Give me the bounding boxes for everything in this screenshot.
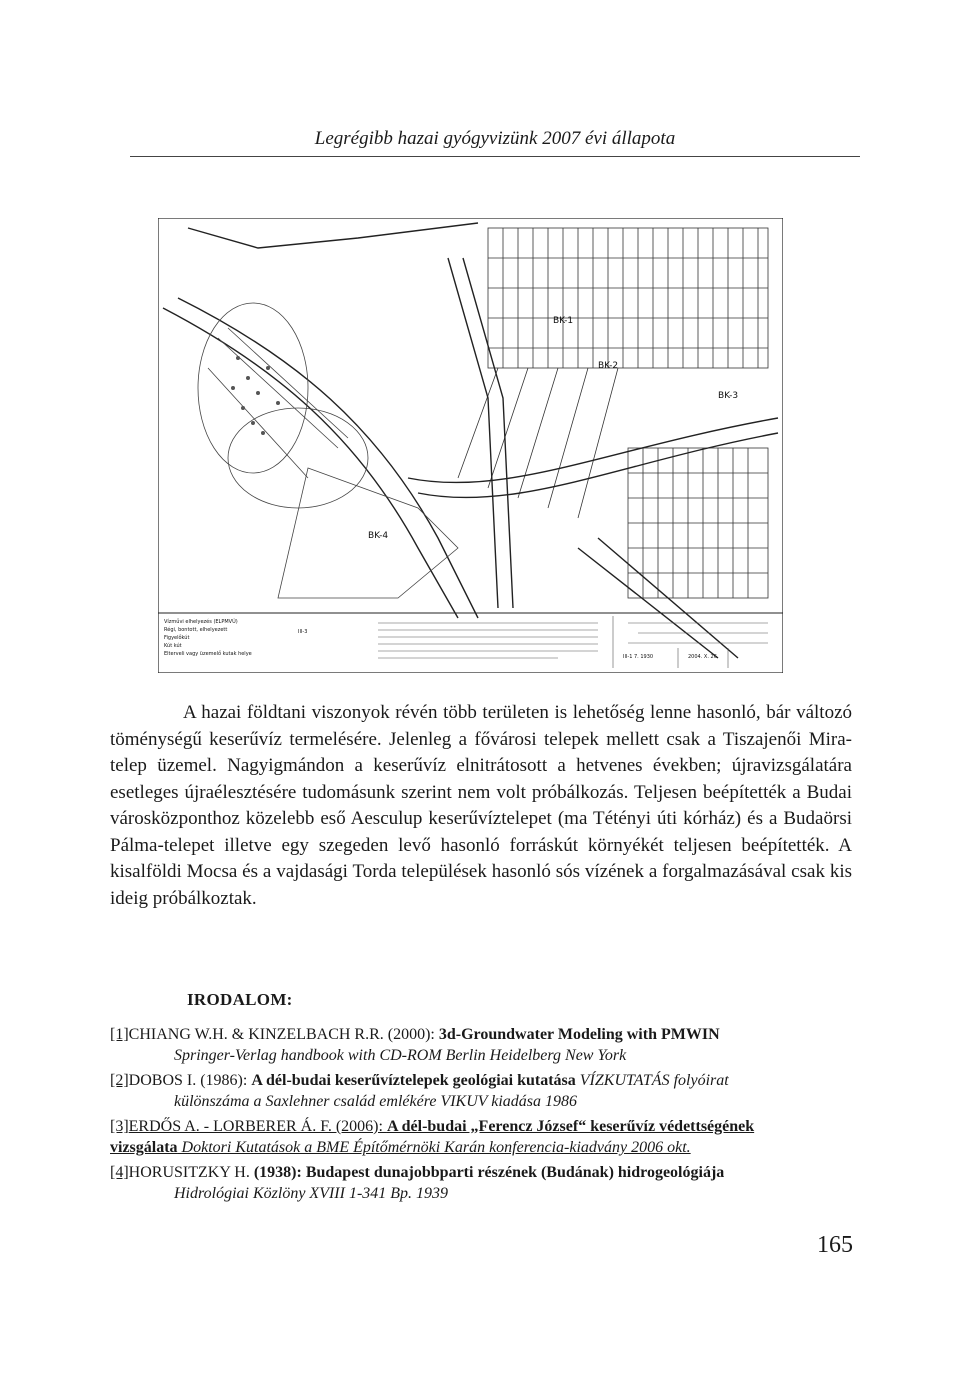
legend-date-code: III-1 7. 1930 (623, 654, 654, 660)
reference-source-inline: Doktori Kutatások a BME Építőmérnöki Karán konferencia-kiadvány 2006 okt. (177, 1139, 691, 1156)
page-number: 165 (817, 1232, 853, 1258)
reference-authors: CHIANG W.H. & KINZELBACH R.R. (2000): (128, 1026, 439, 1043)
reference-source: Hidrológiai Közlöny XVIII 1-341 Bp. 1939 (174, 1185, 449, 1202)
well-label-bk1: BK-1 (553, 316, 574, 326)
reference-number: [3] (110, 1118, 129, 1135)
well-label-bk4: BK-4 (368, 531, 389, 541)
reference-authors: HORUSITZKY H. (128, 1164, 254, 1181)
reference-title: A dél-budai keserűvíztelepek geológiai kutatása (251, 1072, 576, 1089)
running-header: Legrégibb hazai gyógyvizünk 2007 évi állapota (314, 128, 676, 149)
reference-item (110, 1162, 855, 1204)
reference-authors: ERDŐS A. - LORBERER Á. F. (2006): (128, 1118, 387, 1135)
reference-title-cont: vizsgálata (110, 1139, 178, 1156)
legend-left-3: Figyelőkút (164, 635, 190, 641)
reference-source: különszáma a Saxlehner család emlékére VIKUV kiadása 1986 (174, 1093, 578, 1110)
reference-number: [1] (110, 1026, 129, 1043)
reference-number: [4] (110, 1164, 129, 1181)
well-label-bk3: BK-3 (718, 391, 739, 401)
site-map-figure (158, 218, 783, 673)
reference-authors: DOBOS I. (1986): (128, 1072, 252, 1089)
legend-left-5: Elterveli vagy üzemelő kutak helye (164, 651, 252, 657)
reference-title: (1938): Budapest dunajobbparti részének (Budának) hidrogeológiája (253, 1164, 725, 1181)
reference-item (110, 1024, 855, 1066)
header-rule (130, 156, 860, 157)
well-label-bk2: BK-2 (598, 361, 619, 371)
references-list (110, 1024, 855, 1208)
legend-left-4: Kút kút (164, 643, 182, 649)
paragraph-text: A hazai földtani viszonyok révén több területen is lehetőség lenne hasonló, bár változó töménységű keserűvíz termelésére. Jelenleg a fővárosi telepek mellett csak a Tiszajenői Mira-telep üzemel. Nagyigmándon a keserűvíz elnitrátosott a hetvenes években; újravizsgálatára esetleges újraélesztésére tudomásunk szerint nem volt próbálkozás. Teljesen beépítették a Budai városközponthoz közelebb eső Aesculup keserűvíztelepet (ma Tétényi úti kórház) és a Budaörsi Pálma-telepet illetve egy szegeden levő hasonló forráskút környékét teljesen beépítették. A kisalföldi Mocsa és a vajdasági Torda települések hasonló sós vízének a forgalmazásával csak kis ideig próbálkoztak. (110, 702, 852, 909)
legend-date: 2004. X. 26. (688, 654, 719, 660)
reference-number: [2] (110, 1072, 129, 1089)
reference-title: 3d-Groundwater Modeling with PMWIN (438, 1026, 720, 1043)
reference-title: A dél-budai „Ferencz József“ keserűvíz védettségének (386, 1118, 755, 1135)
reference-source-inline: VÍZKUTATÁS folyóirat (575, 1072, 729, 1089)
reference-source: Springer-Verlag handbook with CD-ROM Berlin Heidelberg New York (174, 1047, 627, 1064)
legend-left-2: Régi, bontott, elhelyezett (164, 627, 228, 633)
main-paragraph (110, 700, 852, 912)
references-title: IRODALOM: (187, 990, 293, 1009)
site-map-drawing (158, 218, 783, 673)
reference-item (110, 1116, 855, 1158)
reference-item (110, 1070, 855, 1112)
legend-left-1: Vízművi elhelyezés (ELPMVÚ) (164, 619, 238, 625)
legend-symbol: III-3 (298, 629, 308, 635)
